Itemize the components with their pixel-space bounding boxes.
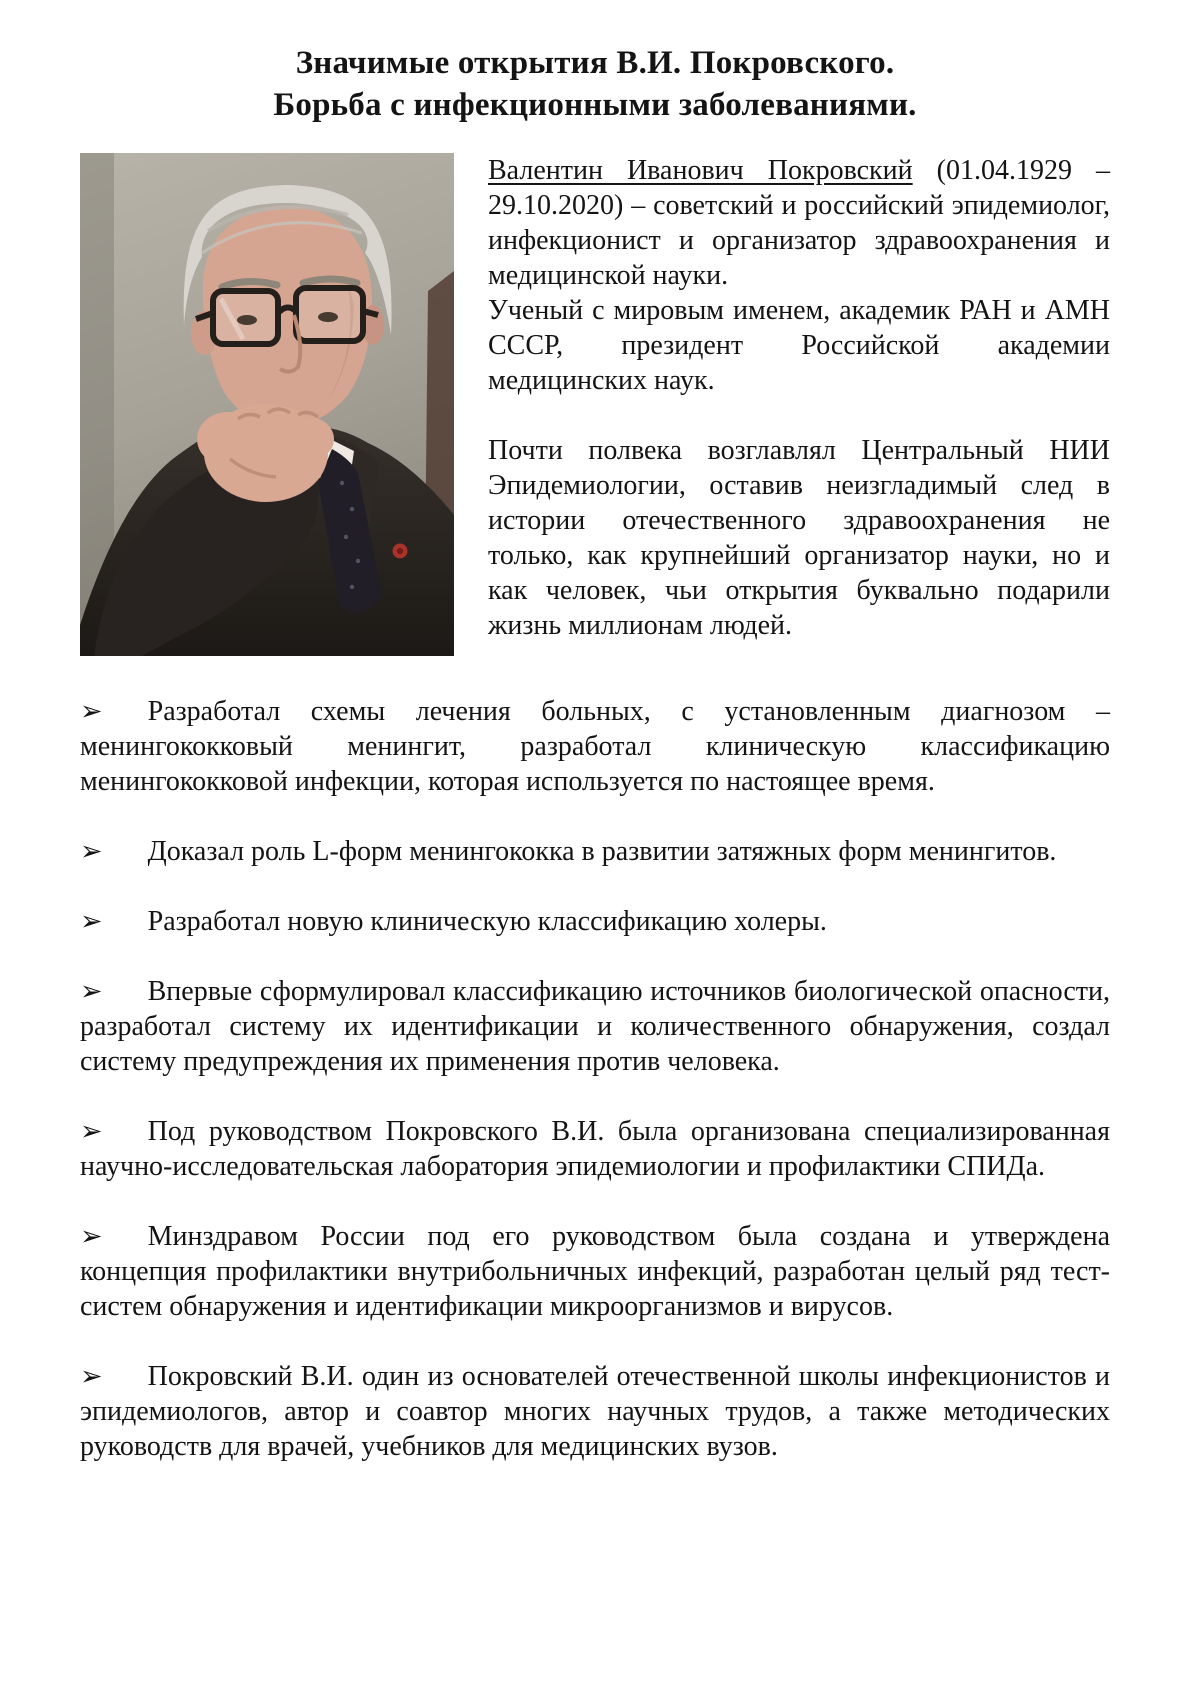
intro-paragraph-3: Почти полвека возглавлял Центральный НИИ Эпидемиологии, оставив неизгладимый след в истории отечественного здравоохранения не только, как крупнейший организатор науки, но и как человек, чьи открытия буквально подарили жизнь миллионам людей. xyxy=(488,435,1110,641)
arrowhead-bullet-icon: ➢ xyxy=(80,1116,103,1147)
arrowhead-bullet-icon: ➢ xyxy=(80,1221,103,1252)
bullet-text: Впервые сформулировал классификацию источников биологической опасности, разработал систему их идентификации и количественного обнаружения, создал систему предупреждения их применения против человека. xyxy=(80,976,1110,1077)
list-item xyxy=(80,1219,1110,1324)
document-page xyxy=(0,42,1190,1464)
bullet-text: Покровский В.И. один из основателей отечественной школы инфекционистов и эпидемиологов, автор и соавтор многих научных трудов, а также методических руководств для врачей, учебников для медицинских вузов. xyxy=(80,1361,1110,1462)
arrowhead-bullet-icon: ➢ xyxy=(80,976,103,1007)
profile-section xyxy=(80,153,1110,656)
bullet-text: Минздравом России под его руководством была создана и утверждена концепция профилактики внутрибольничных инфекций, разработан целый ряд тест-систем обнаружения и идентификации микроорганизмов и вирусов. xyxy=(80,1221,1110,1322)
list-item xyxy=(80,904,1110,939)
page-title xyxy=(80,42,1110,126)
list-item xyxy=(80,694,1110,799)
page-title-line1: Значимые открытия В.И. Покровского. xyxy=(295,45,895,81)
person-description: (01.04.1929 – 29.10.2020) – советский и российский эпидемиолог, инфекционист и организатор здравоохранения и медицинской науки. xyxy=(488,155,1111,291)
intro-paragraph-1 xyxy=(488,153,1110,293)
arrowhead-bullet-icon: ➢ xyxy=(80,1361,103,1392)
bullet-text: Разработал схемы лечения больных, с установленным диагнозом – менингококковый менингит, разработал клиническую классификацию менингококковой инфекции, которая используется по настоящее время. xyxy=(80,696,1110,797)
intro-paragraph-2: Ученый с мировым именем, академик РАН и АМН СССР, президент Российской академии медицинских наук. xyxy=(488,295,1110,396)
achievements-list xyxy=(80,694,1110,1464)
list-item xyxy=(80,974,1110,1079)
list-item xyxy=(80,1359,1110,1464)
page-title-line2: Борьба с инфекционными заболеваниями. xyxy=(273,87,917,123)
bullet-text: Под руководством Покровского В.И. была организована специализированная научно-исследовательская лаборатория эпидемиологии и профилактики СПИДа. xyxy=(80,1116,1110,1182)
arrowhead-bullet-icon: ➢ xyxy=(80,906,103,937)
bullet-text: Доказал роль L-форм менингококка в развитии затяжных форм менингитов. xyxy=(147,836,1057,867)
list-item xyxy=(80,1114,1110,1184)
arrowhead-bullet-icon: ➢ xyxy=(80,696,103,727)
intro-text xyxy=(488,153,1110,656)
bullet-text: Разработал новую клиническую классификацию холеры. xyxy=(147,906,827,937)
person-name: Валентин Иванович Покровский xyxy=(488,155,913,186)
arrowhead-bullet-icon: ➢ xyxy=(80,836,103,867)
list-item xyxy=(80,834,1110,869)
portrait-photo xyxy=(80,153,454,656)
portrait-image xyxy=(80,153,454,656)
